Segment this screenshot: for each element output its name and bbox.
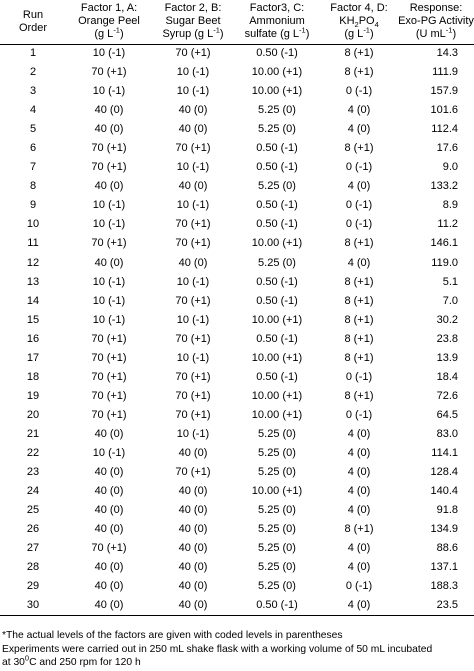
table-footnotes <box>2 629 472 670</box>
cell-run-order: 30 <box>0 596 66 615</box>
cell-factor2: 10 (-1) <box>176 351 210 364</box>
cell-factor2: 40 (0) <box>178 485 208 498</box>
cell-factor4: 8 (+1) <box>344 389 374 402</box>
header-factor2: Factor 2, B: Sugar Beet Syrup (g $L^{-1}$) <box>152 0 234 44</box>
table-body <box>0 44 474 615</box>
cell-run-order: 11 <box>27 237 39 250</box>
header-response: Response: Exo-PG Activity (U $mL^{-1}$) <box>398 0 474 44</box>
cell-factor4: 0 (-1) <box>345 370 373 383</box>
cell-run-order: 2 <box>29 66 37 79</box>
cell-factor3: 0.50 (-1) <box>256 332 298 345</box>
cell-factor4: 0 (-1) <box>345 218 373 231</box>
cell-factor3: 0.50 (-1) <box>256 294 298 307</box>
table-row <box>0 482 474 501</box>
table-row <box>0 368 474 387</box>
cell-factor2: 40 (0) <box>178 104 208 117</box>
table-row <box>0 158 474 177</box>
cell-factor1: 40 (0) <box>94 504 124 517</box>
cell-response: 13.9 <box>436 351 458 364</box>
cell-factor1: 70 (+1) <box>91 389 127 402</box>
cell-factor2: 70 (+1) <box>175 466 211 479</box>
cell-factor2: 10 (-1) <box>176 199 210 212</box>
header-factor3: Factor3, C: Ammonium sulfate (g $L^{-1}$) <box>234 0 320 44</box>
cell-factor1: 10 (-1) <box>92 218 126 231</box>
cell-factor1: 40 (0) <box>94 427 124 440</box>
cell-factor3: 5.25 (0) <box>258 542 296 555</box>
cell-factor1: 40 (0) <box>94 104 124 117</box>
table-row <box>0 177 474 196</box>
cell-factor1: 40 (0) <box>94 180 124 193</box>
cell-factor1: 40 (0) <box>94 466 124 479</box>
footnote-experiment-conditions: Experiments were carried out in 250 mL shake flask with a working volume of 50 mL incubated <box>2 643 433 655</box>
cell-factor1: 40 (0) <box>94 523 124 536</box>
cell-run-order: 5 <box>29 123 37 136</box>
cell-factor4: 4 (0) <box>347 427 371 440</box>
cell-run-order: 25 <box>26 504 40 517</box>
cell-run-order: 19 <box>26 389 40 402</box>
cell-factor4: 8 (+1) <box>344 294 374 307</box>
cell-factor3: 0.50 (-1) <box>234 596 320 615</box>
cell-factor3: 10.00 (+1) <box>251 237 303 250</box>
cell-response: 146.1 <box>430 237 458 250</box>
cell-run-order: 17 <box>26 351 40 364</box>
cell-run-order: 26 <box>26 523 40 536</box>
cell-response: 64.5 <box>436 408 458 421</box>
table-row <box>0 120 474 139</box>
cell-run-order: 15 <box>26 313 40 326</box>
cell-factor4: 4 (0) <box>347 123 371 136</box>
cell-factor1: 70 (+1) <box>91 370 127 383</box>
cell-response: 119.0 <box>431 256 458 269</box>
cell-factor1: 70 (+1) <box>91 542 127 555</box>
header-row <box>0 0 474 44</box>
table-row <box>0 311 474 330</box>
table-row <box>0 463 474 482</box>
cell-response: 114.1 <box>431 447 458 459</box>
cell-factor3: 10.00 (+1) <box>251 408 303 421</box>
cell-factor2: 70 (+1) <box>175 332 211 345</box>
table-row <box>0 101 474 120</box>
cell-run-order: 21 <box>26 427 40 440</box>
table-row <box>0 196 474 215</box>
cell-response: 101.6 <box>430 104 458 117</box>
cell-factor2: 40 (0) <box>178 123 208 136</box>
cell-run-order: 27 <box>26 542 40 555</box>
cell-factor4: 4 (0) <box>347 104 371 117</box>
cell-factor4: 4 (0) <box>347 542 371 555</box>
cell-factor1: 10 (-1) <box>92 47 126 60</box>
cell-factor2: 10 (-1) <box>176 85 210 98</box>
table-row <box>0 558 474 577</box>
cell-run-order: 18 <box>26 370 40 383</box>
cell-factor2: 70 (+1) <box>175 294 211 307</box>
cell-factor3: 0.50 (-1) <box>256 199 298 212</box>
cell-factor3: 0.50 (-1) <box>256 218 298 231</box>
table-row <box>0 44 474 63</box>
cell-factor2: 40 (0) <box>178 580 208 593</box>
cell-factor4: 4 (0) <box>347 561 371 574</box>
cell-factor4: 8 (+1) <box>344 523 374 536</box>
footnote-incubation: at $30^0C$ and 250 rpm for 120 h <box>2 653 141 668</box>
cell-factor2: 40 (0) <box>178 180 208 193</box>
table-row <box>0 387 474 406</box>
cell-run-order: 8 <box>29 180 37 193</box>
table-row <box>0 273 474 292</box>
cell-run-order: 29 <box>26 580 40 593</box>
cell-response: 7.0 <box>442 294 458 307</box>
cell-factor2: 70 (+1) <box>175 142 211 155</box>
cell-factor3: 5.25 (0) <box>258 523 296 536</box>
cell-response: 83.0 <box>436 427 458 440</box>
cell-response: 133.2 <box>430 180 458 193</box>
cell-response: 157.9 <box>430 85 458 98</box>
cell-factor2: 40 (0) <box>152 596 234 615</box>
cell-factor1: 40 (0) <box>94 561 124 574</box>
cell-factor4: 0 (-1) <box>345 199 373 212</box>
cell-factor3: 5.25 (0) <box>258 180 296 193</box>
cell-factor4: 0 (-1) <box>345 408 373 421</box>
cell-factor2: 70 (+1) <box>175 237 211 250</box>
cell-run-order: 16 <box>26 332 40 345</box>
cell-factor4: 0 (-1) <box>345 580 373 593</box>
cell-response: 134.9 <box>430 523 458 536</box>
cell-factor2: 10 (-1) <box>176 427 210 440</box>
cell-factor3: 5.25 (0) <box>258 256 296 269</box>
table-row <box>0 63 474 82</box>
cell-factor4: 8 (+1) <box>344 237 374 250</box>
table-row <box>0 539 474 558</box>
cell-factor4: 8 (+1) <box>344 313 374 326</box>
cell-factor1: 70 (+1) <box>91 237 127 250</box>
cell-factor2: 10 (-1) <box>176 161 210 174</box>
cell-factor3: 5.25 (0) <box>258 104 296 117</box>
cell-factor3: 5.25 (0) <box>258 427 296 440</box>
table-row <box>0 139 474 158</box>
cell-run-order: 9 <box>29 199 37 212</box>
cell-factor4: 0 (-1) <box>345 161 373 174</box>
cell-run-order: 13 <box>26 275 40 288</box>
cell-factor2: 40 (0) <box>178 561 208 574</box>
cell-factor1: 40 (0) <box>94 580 124 593</box>
cell-run-order: 10 <box>26 218 40 231</box>
cell-response: 72.6 <box>436 389 458 402</box>
table-row <box>0 406 474 425</box>
cell-factor2: 40 (0) <box>178 256 208 269</box>
table-row <box>0 577 474 596</box>
cell-response: 9.0 <box>442 161 458 174</box>
cell-response: 11.2 <box>437 218 458 231</box>
cell-run-order: 28 <box>26 561 40 574</box>
cell-run-order: 1 <box>29 47 37 60</box>
cell-factor4: 8 (+1) <box>344 142 374 155</box>
cell-factor2: 70 (+1) <box>175 389 211 402</box>
cell-factor2: 40 (0) <box>178 504 208 517</box>
cell-response: 140.4 <box>430 485 458 498</box>
cell-response: 88.6 <box>436 542 458 555</box>
cell-response: 137.1 <box>430 561 458 574</box>
cell-factor3: 10.00 (+1) <box>251 485 303 498</box>
cell-run-order: 24 <box>26 485 40 498</box>
cell-factor2: 10 (-1) <box>176 313 210 326</box>
cell-response: 91.8 <box>436 504 458 517</box>
cell-factor4: 8 (+1) <box>344 47 374 60</box>
cell-factor2: 70 (+1) <box>175 47 211 60</box>
cell-factor3: 10.00 (+1) <box>251 389 303 402</box>
cell-factor4: 8 (+1) <box>344 351 374 364</box>
header-factor1: Factor 1, A: Orange Peel (g $L^{-1}$) <box>66 0 152 44</box>
cell-factor2: 40 (0) <box>178 447 208 459</box>
cell-factor3: 0.50 (-1) <box>256 370 298 383</box>
cell-factor1: 70 (+1) <box>91 142 127 155</box>
cell-run-order: 4 <box>29 104 37 117</box>
cell-factor3: 10.00 (+1) <box>251 313 303 326</box>
cell-response: 23.8 <box>436 332 458 345</box>
cell-factor1: 10 (-1) <box>92 275 126 288</box>
cell-factor3: 5.25 (0) <box>258 504 296 517</box>
table-row <box>0 596 474 615</box>
cell-response: 18.4 <box>436 370 458 383</box>
cell-factor4: 4 (0) <box>347 447 371 459</box>
cell-factor3: 5.25 (0) <box>258 447 296 459</box>
cell-run-order: 14 <box>26 294 40 307</box>
cell-factor4: 0 (-1) <box>345 85 373 98</box>
header-factor4: Factor 4, D: $KH_2PO_4$ (g $L^{-1}$) <box>320 0 398 44</box>
cell-factor3: 5.25 (0) <box>258 561 296 574</box>
cell-factor3: 5.25 (0) <box>258 466 296 479</box>
table-row <box>0 82 474 101</box>
cell-factor2: 10 (-1) <box>176 275 210 288</box>
cell-run-order: 6 <box>29 142 37 155</box>
table-row <box>0 444 474 463</box>
table-row <box>0 254 474 273</box>
cell-response: 30.2 <box>436 313 458 326</box>
cell-response: 188.3 <box>430 580 458 593</box>
table-row <box>0 520 474 539</box>
cell-factor2: 70 (+1) <box>175 408 211 421</box>
cell-factor3: 5.25 (0) <box>258 123 296 136</box>
cell-run-order: 7 <box>29 161 37 174</box>
cell-factor3: 5.25 (0) <box>258 580 296 593</box>
cell-factor3: 10.00 (+1) <box>251 351 303 364</box>
cell-factor3: 0.50 (-1) <box>256 142 298 155</box>
cell-factor2: 40 (0) <box>178 542 208 555</box>
cell-factor1: 40 (0) <box>94 123 124 136</box>
cell-factor1: 70 (+1) <box>91 161 127 174</box>
cell-run-order: 22 <box>26 447 40 459</box>
cell-response: 17.6 <box>436 142 458 155</box>
cell-factor3: 10.00 (+1) <box>251 85 303 98</box>
table-row <box>0 425 474 444</box>
cell-factor1: 40 (0) <box>94 485 124 498</box>
cell-factor4: 4 (0) <box>347 466 371 479</box>
cell-factor3: 0.50 (-1) <box>256 161 298 174</box>
cell-response: 5.1 <box>442 275 458 288</box>
cell-factor4: 8 (+1) <box>344 275 374 288</box>
cell-run-order: 23 <box>26 466 40 479</box>
table-row <box>0 215 474 234</box>
cell-response: 112.4 <box>431 123 458 136</box>
cell-factor4: 4 (0) <box>347 485 371 498</box>
cell-response: 8.9 <box>442 199 458 212</box>
cell-run-order: 3 <box>29 85 37 98</box>
header-run-order: Run Order <box>0 0 66 44</box>
cell-factor3: 10.00 (+1) <box>251 66 303 79</box>
cell-factor4: 4 (0) <box>347 504 371 517</box>
cell-factor1: 10 (-1) <box>92 447 126 459</box>
cell-factor1: 10 (-1) <box>92 313 126 326</box>
cell-factor2: 10 (-1) <box>176 66 210 79</box>
table-row <box>0 292 474 311</box>
cell-factor3: 0.50 (-1) <box>256 275 298 288</box>
table-row <box>0 234 474 253</box>
table-row <box>0 501 474 520</box>
cell-factor1: 10 (-1) <box>92 199 126 212</box>
cell-response: 23.5 <box>398 596 474 615</box>
cell-factor3: 0.50 (-1) <box>256 47 298 60</box>
cell-factor4: 8 (+1) <box>344 66 374 79</box>
cell-response: 111.9 <box>432 66 458 79</box>
cell-factor1: 40 (0) <box>66 596 152 615</box>
cell-factor4: 4 (0) <box>347 180 371 193</box>
cell-response: 14.3 <box>436 47 458 60</box>
cell-response: 128.4 <box>430 466 458 479</box>
cell-factor4: 4 (0) <box>347 256 371 269</box>
footnote-coded-levels: *The actual levels of the factors are given with coded levels in parentheses <box>2 630 343 641</box>
cell-factor1: 40 (0) <box>94 256 124 269</box>
cell-factor2: 40 (0) <box>178 523 208 536</box>
table-row <box>0 330 474 349</box>
table-row <box>0 349 474 368</box>
cell-factor1: 70 (+1) <box>91 408 127 421</box>
cell-factor1: 10 (-1) <box>92 294 126 307</box>
cell-factor4: 8 (+1) <box>344 332 374 345</box>
cell-factor2: 70 (+1) <box>175 370 211 383</box>
cell-factor4: 4 (0) <box>320 596 398 615</box>
cell-factor1: 70 (+1) <box>91 332 127 345</box>
cell-factor1: 70 (+1) <box>91 351 127 364</box>
cell-run-order: 20 <box>26 408 40 421</box>
cell-factor2: 70 (+1) <box>175 218 211 231</box>
cell-factor1: 70 (+1) <box>91 66 127 79</box>
cell-run-order: 12 <box>26 256 40 269</box>
cell-factor1: 10 (-1) <box>92 85 126 98</box>
